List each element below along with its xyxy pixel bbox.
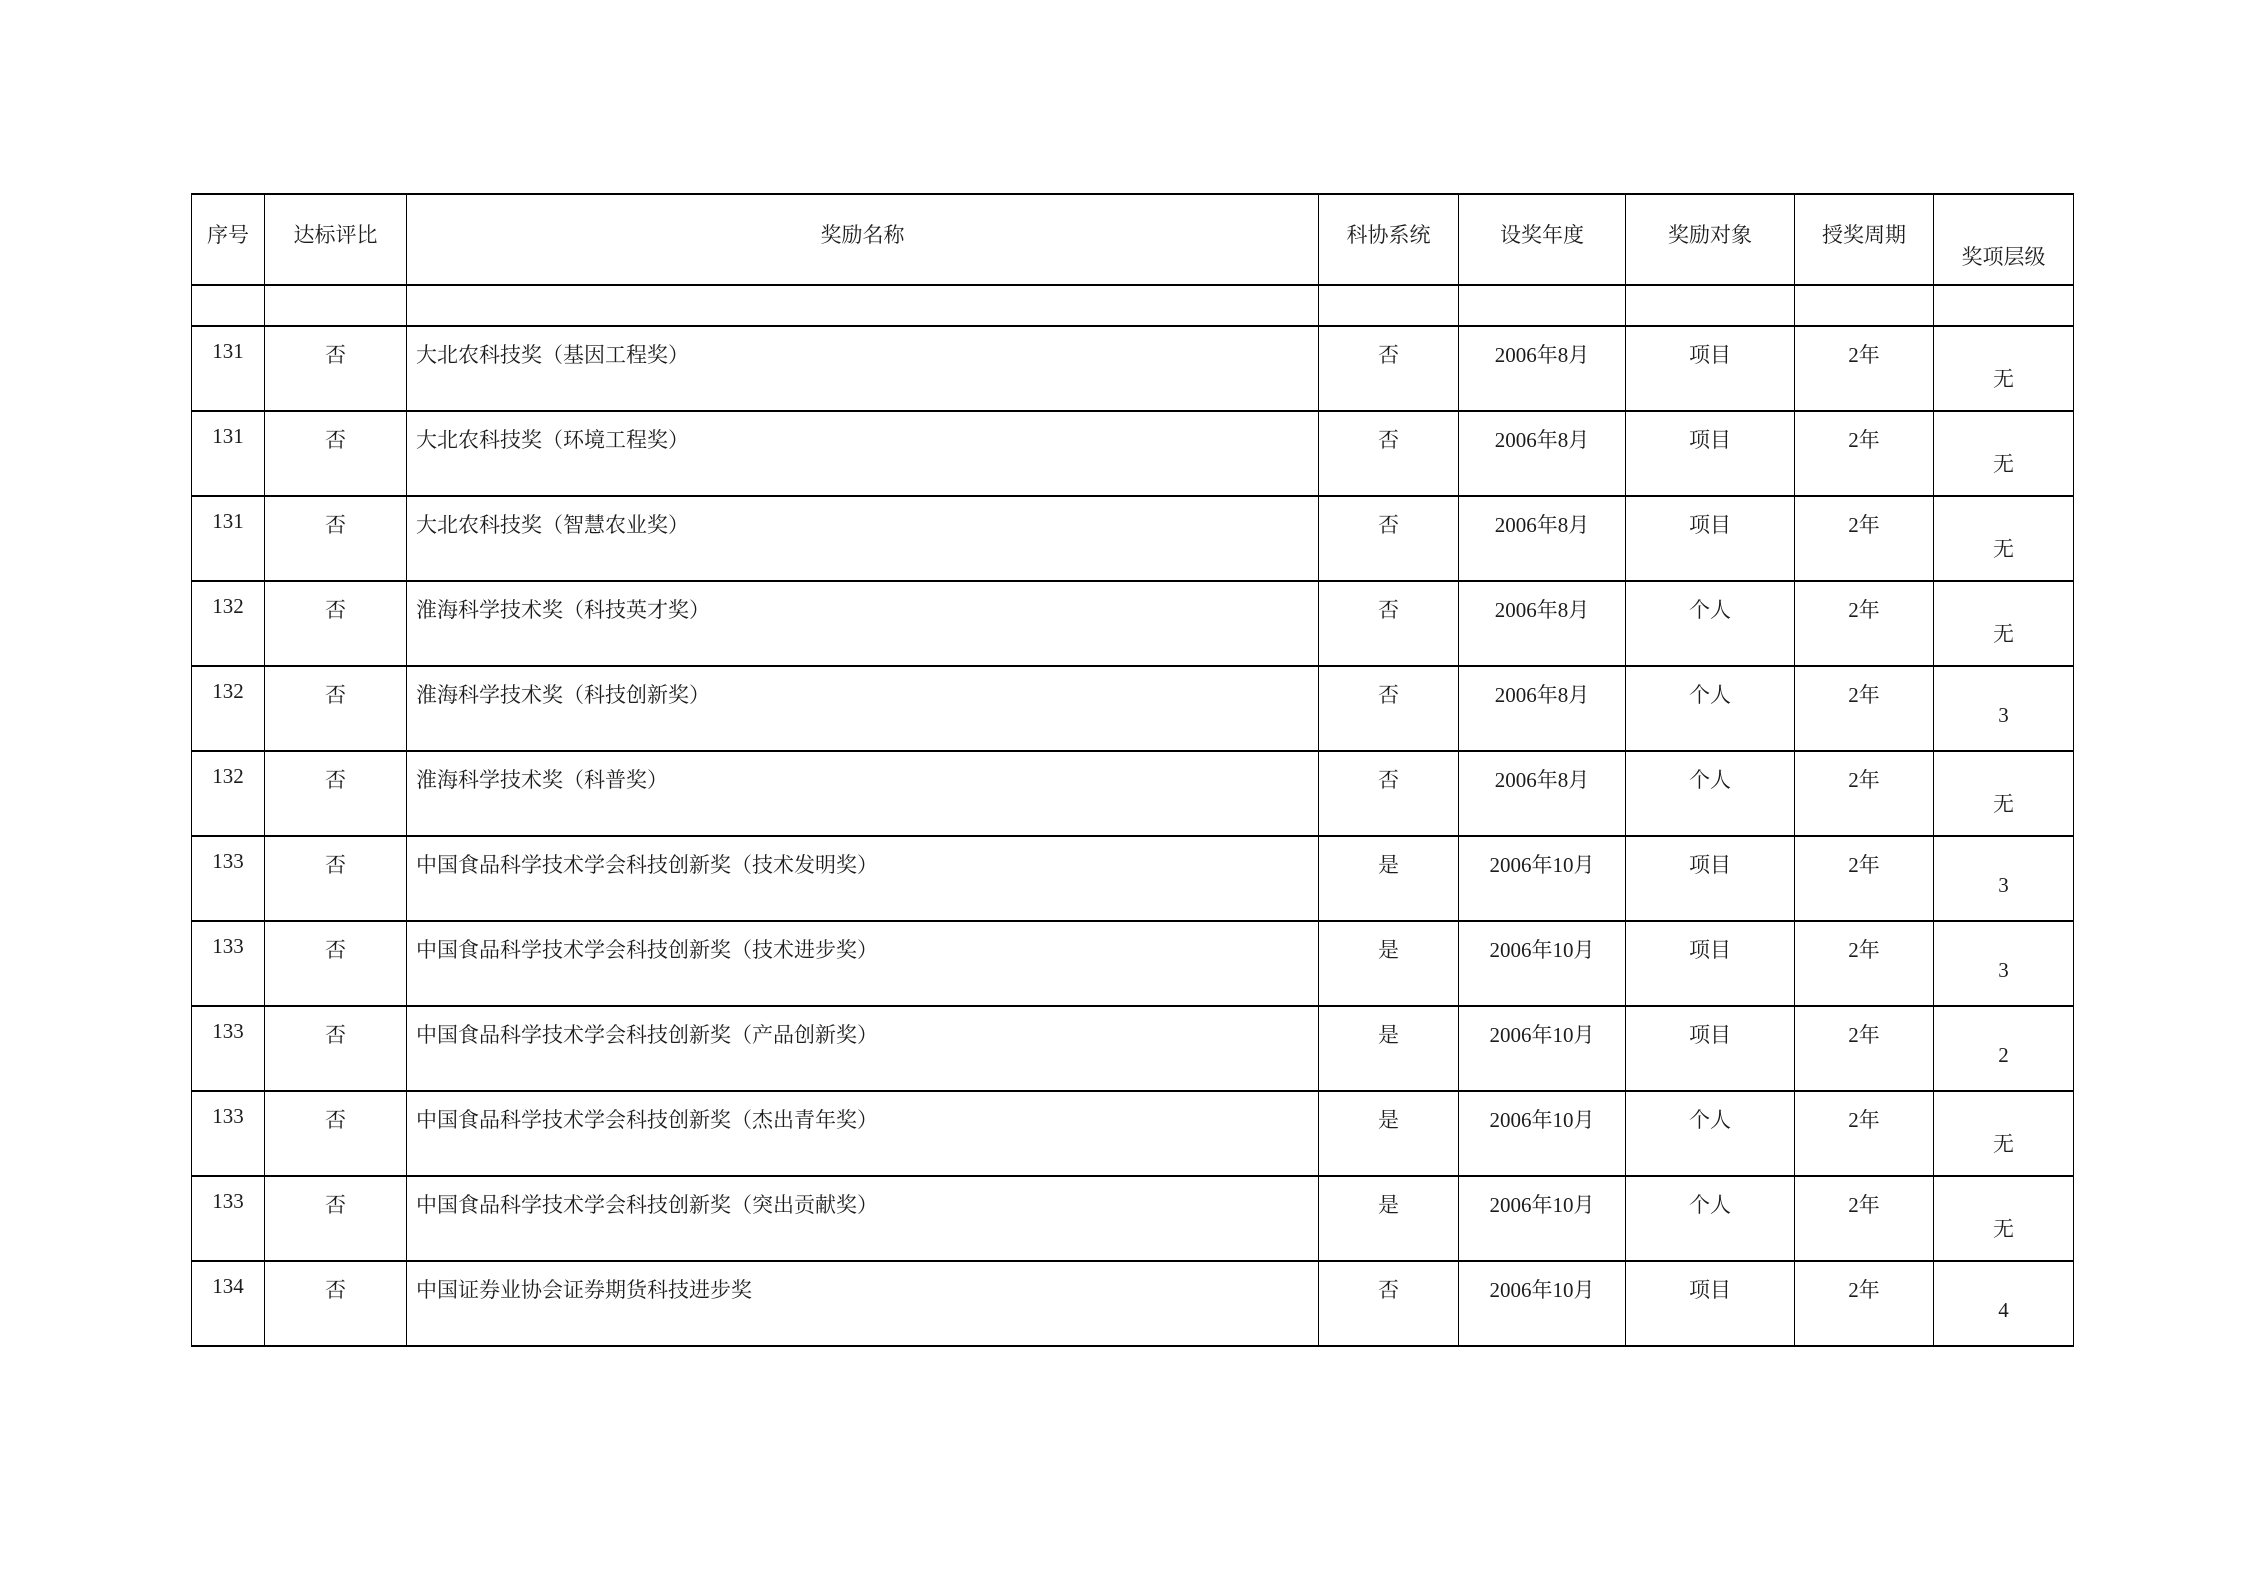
year-cell: 2006年10月	[1459, 1091, 1626, 1176]
target-cell: 个人	[1626, 1091, 1795, 1176]
table-row	[192, 1261, 2074, 1346]
seq-cell: 133	[192, 1091, 265, 1176]
table-row	[192, 921, 2074, 1006]
name-cell: 中国食品科学技术学会科技创新奖（技术发明奖）	[407, 836, 1319, 921]
name-cell: 大北农科技奖（基因工程奖）	[407, 326, 1319, 411]
table-row	[192, 496, 2074, 581]
seq-cell: 134	[192, 1261, 265, 1346]
seq-cell: 132	[192, 751, 265, 836]
kexie-cell: 是	[1319, 921, 1459, 1006]
cycle-cell: 2年	[1795, 1006, 1934, 1091]
table-row	[192, 836, 2074, 921]
table-row	[192, 581, 2074, 666]
target-cell: 个人	[1626, 581, 1795, 666]
dabiao-cell: 否	[265, 751, 407, 836]
dabiao-cell: 否	[265, 411, 407, 496]
cycle-cell: 2年	[1795, 496, 1934, 581]
target-cell: 项目	[1626, 496, 1795, 581]
kexie-cell: 是	[1319, 1091, 1459, 1176]
name-cell: 淮海科学技术奖（科技创新奖）	[407, 666, 1319, 751]
spacer-cell-year	[1459, 285, 1626, 326]
dabiao-cell: 否	[265, 1176, 407, 1261]
dabiao-cell: 否	[265, 581, 407, 666]
target-cell: 个人	[1626, 666, 1795, 751]
level-cell: 无	[1934, 581, 2074, 666]
spacer-cell-name	[407, 285, 1319, 326]
seq-cell: 133	[192, 836, 265, 921]
target-cell: 项目	[1626, 836, 1795, 921]
cycle-cell: 2年	[1795, 1176, 1934, 1261]
spacer-cell-dabiao	[265, 285, 407, 326]
cycle-cell: 2年	[1795, 1091, 1934, 1176]
cycle-cell: 2年	[1795, 581, 1934, 666]
spacer-row	[192, 285, 2074, 326]
dabiao-cell: 否	[265, 921, 407, 1006]
dabiao-cell: 否	[265, 1091, 407, 1176]
year-cell: 2006年10月	[1459, 1176, 1626, 1261]
kexie-cell: 否	[1319, 581, 1459, 666]
year-cell: 2006年8月	[1459, 751, 1626, 836]
spacer-cell-kexie	[1319, 285, 1459, 326]
dabiao-cell: 否	[265, 496, 407, 581]
cycle-cell: 2年	[1795, 326, 1934, 411]
kexie-cell: 否	[1319, 751, 1459, 836]
dabiao-cell: 否	[265, 1006, 407, 1091]
table-row	[192, 751, 2074, 836]
name-cell: 中国食品科学技术学会科技创新奖（技术进步奖）	[407, 921, 1319, 1006]
header-target: 奖励对象	[1626, 194, 1795, 285]
spacer-cell-level	[1934, 285, 2074, 326]
table-row	[192, 666, 2074, 751]
header-seq: 序号	[192, 194, 265, 285]
seq-cell: 133	[192, 921, 265, 1006]
level-cell: 2	[1934, 1006, 2074, 1091]
spacer-cell-target	[1626, 285, 1795, 326]
seq-cell: 131	[192, 411, 265, 496]
table-row	[192, 326, 2074, 411]
kexie-cell: 否	[1319, 666, 1459, 751]
awards-table-head	[192, 194, 2074, 285]
level-cell: 3	[1934, 921, 2074, 1006]
kexie-cell: 否	[1319, 326, 1459, 411]
level-cell: 无	[1934, 751, 2074, 836]
dabiao-cell: 否	[265, 326, 407, 411]
year-cell: 2006年8月	[1459, 496, 1626, 581]
cycle-cell: 2年	[1795, 1261, 1934, 1346]
kexie-cell: 否	[1319, 496, 1459, 581]
seq-cell: 133	[192, 1006, 265, 1091]
target-cell: 项目	[1626, 1006, 1795, 1091]
year-cell: 2006年10月	[1459, 1261, 1626, 1346]
dabiao-cell: 否	[265, 1261, 407, 1346]
cycle-cell: 2年	[1795, 751, 1934, 836]
target-cell: 个人	[1626, 1176, 1795, 1261]
cycle-cell: 2年	[1795, 836, 1934, 921]
year-cell: 2006年10月	[1459, 1006, 1626, 1091]
target-cell: 项目	[1626, 1261, 1795, 1346]
year-cell: 2006年8月	[1459, 326, 1626, 411]
level-cell: 无	[1934, 1091, 2074, 1176]
level-cell: 3	[1934, 666, 2074, 751]
year-cell: 2006年8月	[1459, 666, 1626, 751]
name-cell: 中国食品科学技术学会科技创新奖（产品创新奖）	[407, 1006, 1319, 1091]
dabiao-cell: 否	[265, 836, 407, 921]
table-row	[192, 1091, 2074, 1176]
spacer-cell-cycle	[1795, 285, 1934, 326]
name-cell: 中国证券业协会证券期货科技进步奖	[407, 1261, 1319, 1346]
target-cell: 项目	[1626, 921, 1795, 1006]
name-cell: 淮海科学技术奖（科普奖）	[407, 751, 1319, 836]
kexie-cell: 是	[1319, 1176, 1459, 1261]
header-row	[192, 194, 2074, 285]
name-cell: 淮海科学技术奖（科技英才奖）	[407, 581, 1319, 666]
awards-table	[191, 193, 2074, 1347]
kexie-cell: 是	[1319, 1006, 1459, 1091]
level-cell: 无	[1934, 326, 2074, 411]
header-dabiao: 达标评比	[265, 194, 407, 285]
seq-cell: 132	[192, 666, 265, 751]
name-cell: 大北农科技奖（环境工程奖）	[407, 411, 1319, 496]
header-cycle: 授奖周期	[1795, 194, 1934, 285]
header-kexie: 科协系统	[1319, 194, 1459, 285]
kexie-cell: 否	[1319, 1261, 1459, 1346]
header-level: 奖项层级	[1934, 194, 2074, 285]
cycle-cell: 2年	[1795, 666, 1934, 751]
dabiao-cell: 否	[265, 666, 407, 751]
name-cell: 中国食品科学技术学会科技创新奖（突出贡献奖）	[407, 1176, 1319, 1261]
spacer-cell-seq	[192, 285, 265, 326]
target-cell: 项目	[1626, 411, 1795, 496]
level-cell: 无	[1934, 496, 2074, 581]
table-row	[192, 1006, 2074, 1091]
table-row	[192, 1176, 2074, 1261]
cycle-cell: 2年	[1795, 921, 1934, 1006]
level-cell: 4	[1934, 1261, 2074, 1346]
target-cell: 项目	[1626, 326, 1795, 411]
table-row	[192, 411, 2074, 496]
header-name: 奖励名称	[407, 194, 1319, 285]
seq-cell: 131	[192, 496, 265, 581]
year-cell: 2006年8月	[1459, 411, 1626, 496]
year-cell: 2006年10月	[1459, 836, 1626, 921]
name-cell: 中国食品科学技术学会科技创新奖（杰出青年奖）	[407, 1091, 1319, 1176]
seq-cell: 132	[192, 581, 265, 666]
kexie-cell: 是	[1319, 836, 1459, 921]
awards-table-body	[192, 285, 2074, 1346]
level-cell: 无	[1934, 411, 2074, 496]
year-cell: 2006年8月	[1459, 581, 1626, 666]
seq-cell: 133	[192, 1176, 265, 1261]
seq-cell: 131	[192, 326, 265, 411]
level-cell: 3	[1934, 836, 2074, 921]
year-cell: 2006年10月	[1459, 921, 1626, 1006]
kexie-cell: 否	[1319, 411, 1459, 496]
name-cell: 大北农科技奖（智慧农业奖）	[407, 496, 1319, 581]
header-year: 设奖年度	[1459, 194, 1626, 285]
target-cell: 个人	[1626, 751, 1795, 836]
cycle-cell: 2年	[1795, 411, 1934, 496]
level-cell: 无	[1934, 1176, 2074, 1261]
